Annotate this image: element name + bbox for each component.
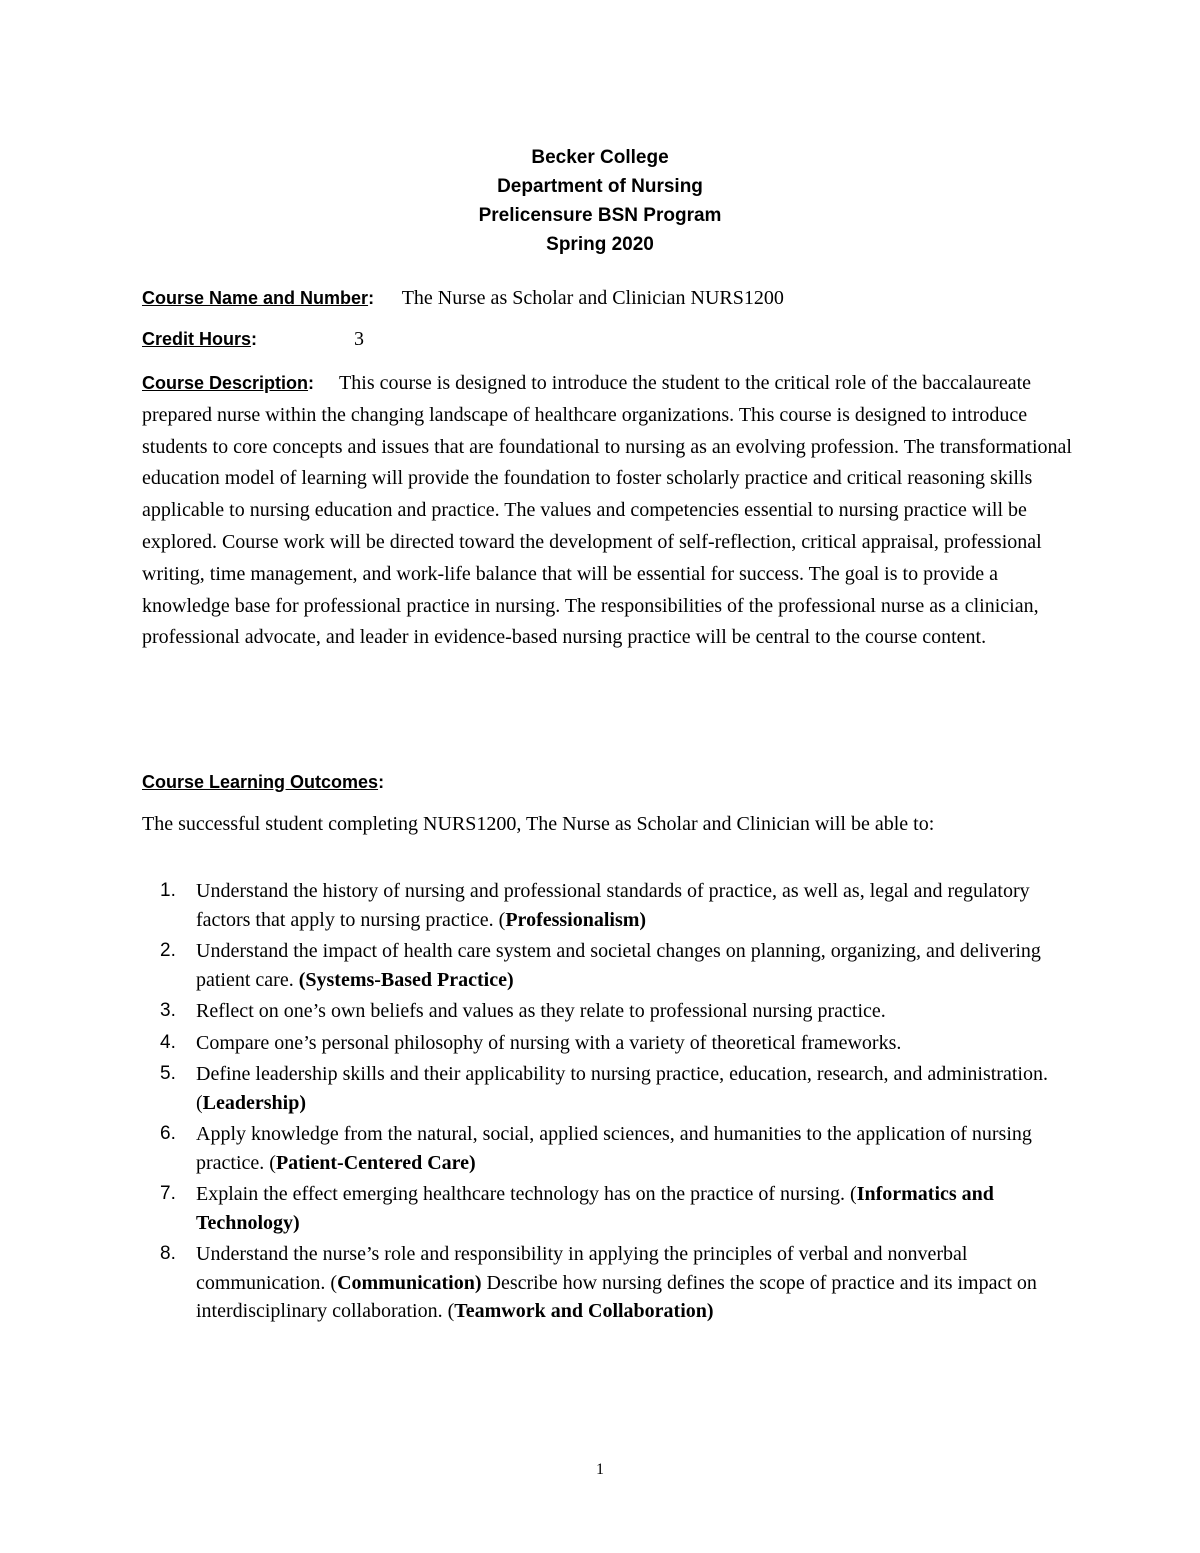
course-description-label: Course Description [142, 373, 309, 393]
term: Spring 2020 [546, 234, 654, 255]
learning-outcomes-list [142, 877, 1072, 1329]
course-description-text: This course is designed to introduce the student to the critical role of the baccalaureate prepared nurse within the changing landscape of healthcare organizations. This course is designed to introduce students to core concepts and issues that are foundational to nursing as an evolving profession. The transformational education model of learning will provide the foundation to foster scholarly practice and critical reasoning skills applicable to nursing education and practice. The values and competencies essential to nursing practice will be explored. Course work will be directed toward the development of self-reflection, critical appraisal, professional writing, time management, and work-life balance that will be essential for success. The goal is to provide a knowledge base for professional practice in nursing. The responsibilities of the professional nurse as a clinician, professional advocate, and leader in evidence-based nursing practice will be central to the course content. [142, 372, 1072, 649]
course-name-value: The Nurse as Scholar and Clinician NURS1200 [401, 287, 784, 309]
course-name-label: Course Name and Number [142, 288, 369, 308]
page-number: 1 [596, 1461, 604, 1478]
list-item: 6. Apply knowledge from the natural, social, applied sciences, and humanities to the application of nursing practice. (Patient-Centered Care) [160, 1123, 1032, 1174]
program-name: Prelicensure BSN Program [478, 205, 722, 226]
college-name: Becker College [531, 147, 669, 168]
credit-hours-row: Credit Hours: 3 [142, 328, 364, 350]
list-item: 1. Understand the history of nursing and professional standards of practice, as well as, legal and regulatory factors that apply to nursing practice. (Professionalism) [160, 880, 1030, 931]
credit-hours-label: Credit Hours [142, 329, 252, 349]
credit-hours-value: 3 [354, 328, 364, 350]
list-item: 3. Reflect on one’s own beliefs and values as they relate to professional nursing practice. [160, 1000, 886, 1022]
list-item: 7. Explain the effect emerging healthcare technology has on the practice of nursing. (Informatics and Technology) [160, 1183, 994, 1234]
course-description: Course Description: This course is designed to introduce the student to the critical role of the baccalaureate prepared nurse within the changing landscape of healthcare organizations. This course is designed to introduce students to core concepts and issues that are foundational to nursing as an evolving profession. The transformational education model of learning will provide the foundation to foster scholarly practice and critical reasoning skills applicable to nursing education and practice. The values and competencies essential to nursing practice will be explored. Course work will be directed toward the development of self-reflection, critical appraisal, professional writing, time management, and work-life balance that will be essential for success. The goal is to provide a knowledge base for professional practice in nursing. The responsibilities of the professional nurse as a clinician, professional advocate, and leader in evidence-based nursing practice will be central to the course content. [142, 372, 1072, 649]
list-item: 5. Define leadership skills and their applicability to nursing practice, education, research, and administration. (Leadership) [160, 1063, 1048, 1114]
learning-outcomes-heading: Course Learning Outcomes: [142, 772, 385, 792]
list-item: 2. Understand the impact of health care system and societal changes on planning, organizing, and delivering patient care. (Systems-Based Practice) [160, 940, 1041, 991]
list-item: 8. Understand the nurse’s role and responsibility in applying the principles of verbal and nonverbal communication. (Communication) Describe how nursing defines the scope of practice and its impact on interdisciplinary collaboration. (Teamwork and Collaboration) [160, 1243, 1037, 1322]
department-name: Department of Nursing [497, 176, 703, 197]
course-name-row: Course Name and Number: The Nurse as Scholar and Clinician NURS1200 [142, 287, 784, 309]
learning-outcomes-label: Course Learning Outcomes [142, 772, 379, 792]
document-header [0, 143, 1200, 259]
learning-outcomes-intro: The successful student completing NURS1200, The Nurse as Scholar and Clinician will be able to: [142, 813, 935, 835]
list-item: 4. Compare one’s personal philosophy of nursing with a variety of theoretical frameworks. [160, 1031, 902, 1054]
